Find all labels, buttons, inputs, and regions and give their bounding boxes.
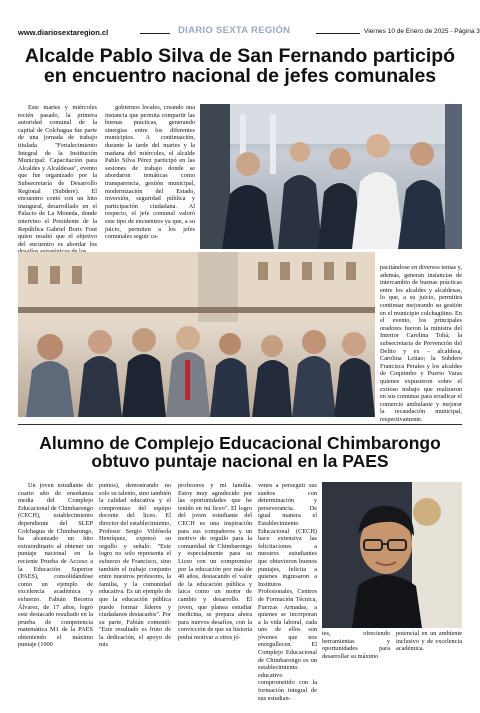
site-url[interactable]: www.diariosextaregion.cl (18, 28, 109, 37)
article2-headline-line1: Alumno de Complejo Educacional Chimbarongo (39, 433, 441, 453)
article-separator (18, 424, 462, 425)
article2-column1-text: Un joven estudiante de cuarto año de enseñanza media del Complejo Educacional de Chimbarongo (CECH), establecimiento dependiente del SLEP Colchagua de Chimbarongo, ha alcanzado un hito extraordinario al obtener un puntaje nacional en la reciente Prueba de Acceso a la Educación Superior (PAES), consolidándose como un ejemplo de excelencia académica y esfuerzo. Fabián Becerra Álvarez, de 17 años, logró este destacado resultado en la prueba de competencia matemática M1 de la PAES obteniendo el máximo puntaje (1000 (18, 482, 93, 649)
photo-officials-meeting (200, 104, 462, 249)
article1-headline-line2: en encuentro nacional de jefes comunales (43, 65, 437, 88)
header-rule-left (140, 33, 170, 34)
photo-officials-meeting-illustration (200, 104, 462, 249)
article1-column2-text: gobiernos locales, creando una instancia que permita compartir las buenas prácticas, generando sinergias entre los diferentes municipios. A continuación, durante la tarde del martes y la mañana del miércoles, el alcalde Pablo Silva Pérez participó en las sesiones de trabajo donde se abordaron temáticas como transparencia, gestión municipal, modernización del Estado, inversión, seguridad pública y participación ciudadana. Al respecto, el jefe comunal valoró este tipo de encuentros ya que, a su juicio, permiten a los jefes comunales seguir ca- (105, 104, 195, 241)
article2-column6-text: potencial en un ambiente inclusivo y de excelencia académica. (396, 630, 462, 653)
article1-column2 (105, 104, 195, 252)
article2-column2-text: puntos), demostrando no solo su talento, sino también la calidad educativa y el compromiso del equipo docente del liceo. El director del establecimiento, Profesor Sergio Vildósola Henríquez, expresó su orgullo y señaló: "Este logro no solo representa el esfuerzo de Francisco, sino también el trabajo conjunto entre nuestros profesores, la familia, y la comunidad educativa. Es un ejemplo de que la educación pública puede formar líderes y ciudadanos destacados". Por su parte, Fabián comentó: "Este resultado es fruto de la dedicación, el apoyo de mis (99, 482, 171, 649)
article2-column3-text: profesores y mi familia. Estoy muy agradecido por las oportunidades que he tenido en mi liceo". El logro del joven estudiante del CECH es una inspiración para sus compañeros y un motivo de orgullo para la comunidad de Chimbarongo y especialmente para su Liceo con un compromiso por la educación por más de 40 años, destacando el valor de la educación pública y laica como un motor de cambio y desarrollo. El joven, que planea estudiar medicina, se prepara ahora para nuevos desafíos, con la convicción de que su historia podrá motivar a otros jó- (178, 482, 252, 641)
article2-column5-text: tes, ofreciendo herramientas y oportunidades para desarrollar su máximo (322, 630, 390, 660)
article1-headline (14, 46, 466, 87)
article2-headline-line2: obtuvo puntaje nacional en la PAES (91, 451, 389, 472)
article2-column6 (396, 630, 462, 672)
photo-group-la-moneda-illustration (18, 252, 375, 417)
article1-column1 (18, 104, 97, 252)
article1-headline-line1: Alcalde Pablo Silva de San Fernando participó (24, 45, 456, 67)
header-rule-right (316, 33, 360, 34)
article2-column2 (99, 482, 171, 672)
photo-group-la-moneda (18, 252, 375, 417)
article2-headline (14, 434, 466, 471)
article2-column4-text: venes a perseguir sus sueños con determinación y perseverancia. De igual manera el Establecimiento Educacional (CECH) hace extensiva las felicitaciones a nuestros estudiantes que obtuvieron buenos puntajes, felicita a quienes ingresaron a Institutos Profesionales, Centros de Formación Técnica, Fuerzas Armadas, a quienes se incorporan a la vida laboral, cada uno de ellos son jóvenes que nos enorgullecen. El Complejo Educacional de Chimbarongo es un establecimiento educativo comprometido con la formación integral de sus estudian- (258, 482, 317, 702)
issue-date: Viernes 10 de Enero de 2025 - Página 3 (364, 28, 480, 35)
article2-column3 (178, 482, 252, 672)
article1-column3 (380, 264, 462, 422)
article2-column1 (18, 482, 93, 672)
article2-column4 (258, 482, 317, 702)
photo-student-fabian-illustration (322, 482, 462, 628)
newspaper-brand: DIARIO SEXTA REGIÓN (178, 25, 291, 36)
article2-column5 (322, 630, 390, 672)
article1-column3-text: pacitándose en diversos temas y, además, generan instancias de intercambio de buenas prácticas entre los alcaldes y alcaldesas, lo que, a su juicio, permitirá continuar mejorando su gestión en el municipio colchagüino. En el evento, los principales oradores fueron la ministra del Interior Carolina Tohá; la subsecretaria de Prevención del Delito y ex – alcaldesa, Carolina Leitao; la Subdere Francisca Perales y los alcaldes de Coquimbo y Puerto Varas quienes expusieron sobre el exitoso trabajo que realizaron en sus comunas para erradicar el comercio ambulante y mejorar la recaudación municipal, respectivamente. (380, 264, 462, 423)
article1-column1-text: Este martes y miércoles recién pasado, la primera autoridad comunal de la capital de Colchagua fue parte de una jornada de trabajo titulada "Fortalecimiento Integral de la Institución Municipal: Capacitación para Alcaldes y Alcaldesas", evento que fue organizado por la Subsecretaría de Desarrollo Regional (Subdere). El encuentro contó con un hito inaugural, desarrollado en el Palacio de La Moneda, donde intervino el Presidente de la República Gabriel Boric Font quien resaltó que el objetivo del encuentro es abordar los (18, 104, 97, 248)
photo-student-fabian (322, 482, 462, 628)
